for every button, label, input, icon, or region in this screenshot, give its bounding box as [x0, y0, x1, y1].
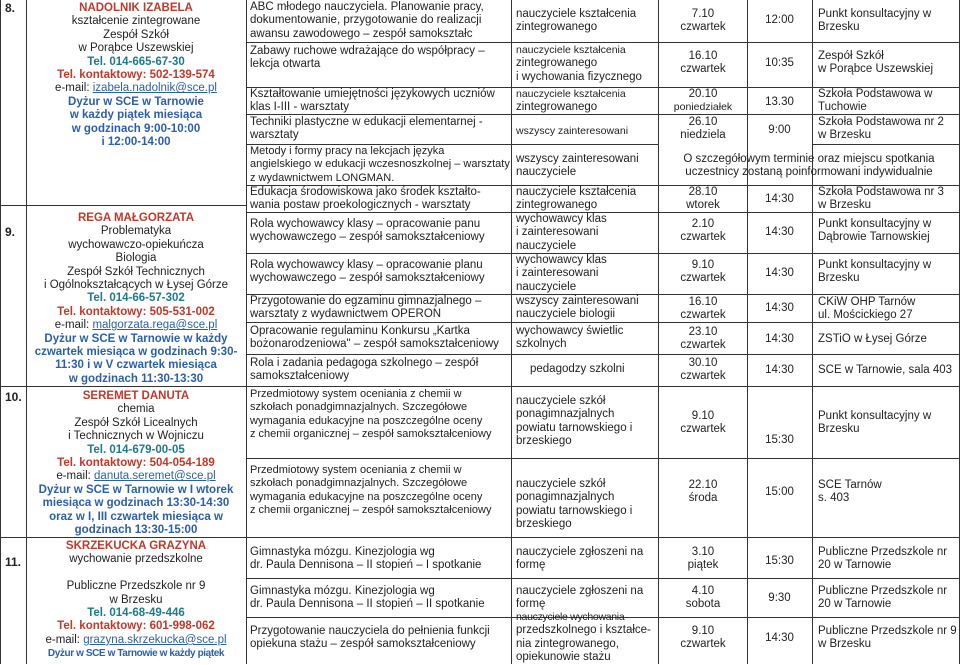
- topic-line: lekcja otwarta: [250, 58, 321, 71]
- email-link[interactable]: grazyna.skrzekucka@sce.pl: [83, 633, 227, 646]
- topic-line: Przedmiotowy system oceniania z chemii w: [250, 388, 462, 400]
- topic-line: szkołach ponadgimnazjalnych. Szczegółowe: [250, 401, 468, 414]
- topic-cell: [250, 585, 510, 612]
- audience-cell: [516, 213, 656, 253]
- place-line: ul. Mościckiego 27: [818, 309, 913, 322]
- topic-line: Przygotowanie nauczyciela do pełnienia funkcji: [250, 625, 490, 637]
- topic-cell: [250, 464, 510, 518]
- consultant-line: Publiczne Przedszkole nr 9: [66, 580, 206, 593]
- row-divider: [0, 205, 246, 206]
- topic-line: Przygotowanie do egzaminu gimnazjalnego –: [250, 295, 482, 307]
- consultant-line: w Brzesku: [109, 593, 163, 606]
- audience-line: przedszkolnego i kształce-: [516, 624, 651, 637]
- audience-line: zintegrowanego: [516, 21, 598, 34]
- consultant-block: [28, 2, 244, 149]
- place-line: s. 403: [818, 492, 850, 505]
- row-number: 10.: [5, 391, 22, 404]
- audience-cell: [530, 363, 656, 376]
- topic-line: Gimnastyka mózgu. Kinezjologia wg: [250, 585, 435, 597]
- audience-line: nauczyciele zgłoszeni na: [516, 585, 644, 597]
- row-number: 8.: [5, 2, 16, 15]
- duty-line: w każdy piątek miesiąca: [69, 109, 203, 122]
- row-divider: [246, 322, 658, 323]
- audience-line: i zainteresowani: [516, 267, 599, 280]
- place-line: CKiW OHP Tarnów: [818, 296, 916, 308]
- audience-line: zintegrowanego: [516, 57, 598, 70]
- consultant-mobile: Tel. kontaktowy: 505-531-002: [57, 305, 215, 318]
- consultant-line: w Porąbce Uszewskiej: [78, 42, 194, 55]
- topic-line: Rola wychowawcy klasy – opracowanie panu: [250, 218, 481, 230]
- consultant-line: kształcenie zintegrowane: [71, 15, 201, 28]
- column-divider: [812, 0, 813, 664]
- audience-line: nauczyciele wychowania: [516, 611, 625, 623]
- date-cell: [660, 546, 746, 573]
- time-cell: 15:30: [765, 434, 794, 446]
- topic-cell: [250, 186, 510, 213]
- date-cell: [660, 116, 746, 143]
- audience-cell: [516, 611, 656, 665]
- time-cell: 14:30: [765, 302, 794, 314]
- topic-cell: [250, 388, 510, 442]
- consultant-line: i Technicznych w Wojniczu: [68, 430, 204, 443]
- place-cell: [818, 410, 958, 437]
- audience-cell: [516, 8, 656, 35]
- audience-line: wychowawcy klas: [516, 213, 607, 225]
- topic-cell: [250, 218, 510, 245]
- date-cell: [660, 625, 746, 652]
- topic-line: warsztaty z wydawnictwem OPERON: [250, 308, 442, 321]
- audience-line: powiatu tarnowskiego i: [516, 504, 633, 517]
- topic-line: Metody i formy pracy na lekcjach języka: [250, 145, 445, 157]
- audience-line: wszyscy zainteresowani: [516, 295, 639, 307]
- date-line: czwartek: [680, 272, 726, 285]
- date-line: 28.10: [688, 186, 718, 198]
- place-cell: [818, 50, 958, 77]
- topic-line: dr. Paula Dennisona – II stopień – II spotkanie: [250, 598, 485, 611]
- audience-line: i wychowania fizycznego: [516, 70, 642, 83]
- audience-line: zintegrowanego: [516, 199, 598, 212]
- date-line: środa: [688, 492, 718, 505]
- date-line: 3.10: [691, 546, 715, 558]
- topic-line: angielskiego w edukacji wczesnoszkolnej – warsztaty: [250, 158, 510, 171]
- note-line: O szczegółowym terminie oraz miejscu spotkania: [683, 153, 935, 165]
- place-line: Punkt konsultacyjny w: [818, 8, 932, 20]
- email-link[interactable]: danuta.seremet@sce.pl: [94, 470, 216, 483]
- place-cell: [818, 546, 958, 573]
- audience-line: nauczyciele kształcenia: [516, 88, 626, 100]
- column-divider: [511, 0, 512, 664]
- place-cell: [818, 625, 958, 652]
- date-line: czwartek: [680, 309, 726, 322]
- audience-cell: [516, 125, 656, 138]
- column-divider: [26, 0, 27, 664]
- consultant-name: REGA MAŁGORZATA: [77, 212, 195, 224]
- date-line: 9.10: [691, 625, 715, 637]
- row-divider: [246, 458, 658, 459]
- audience-cell: [516, 44, 656, 84]
- topic-line: dr. Paula Dennisona – II stopień – I spotkanie: [250, 559, 482, 572]
- email-link[interactable]: izabela.nadolnik@sce.pl: [92, 82, 217, 95]
- date-line: 23.10: [688, 326, 718, 338]
- email-link[interactable]: malgorzata.rega@sce.pl: [92, 319, 218, 332]
- audience-line: wychowawcy klas: [516, 254, 607, 266]
- topic-line: szkołach ponadgimnazjalnych. Szczegółowe: [250, 477, 468, 490]
- consultant-line: Zespół Szkół: [103, 28, 169, 41]
- topic-line: opiekuna stażu – zespół samokształceniowy: [250, 638, 476, 651]
- topic-line: Edukacja środowiskowa jako środek kształto-: [250, 186, 481, 198]
- topic-line: dokumentowanie, przygotowanie do realizacji: [250, 14, 482, 27]
- consultant-name: SEREMET DANUTA: [82, 390, 190, 402]
- row-divider: [246, 42, 658, 43]
- topic-cell: [250, 45, 510, 72]
- date-line: 20.10: [688, 88, 718, 100]
- place-line: Publiczne Przedszkole nr: [818, 585, 948, 597]
- column-divider: [658, 0, 659, 664]
- place-line: w Brzesku: [818, 199, 872, 212]
- time-cell: 14:30: [765, 333, 794, 345]
- consultant-phone: Tel. 014-68-49-446: [87, 607, 185, 620]
- place-line: Punkt konsultacyjny w: [818, 410, 932, 422]
- place-line: Brzesku: [818, 21, 860, 34]
- audience-line: nauczyciele: [516, 166, 577, 179]
- row-divider: [246, 578, 658, 579]
- topic-line: wychowawczego – zespół samokształceniowy: [250, 272, 485, 285]
- consultant-phone: Tel. 014-66-57-302: [87, 292, 185, 305]
- audience-cell: [516, 153, 656, 180]
- time-cell: 14:30: [765, 632, 794, 644]
- time-cell: 14:30: [765, 193, 794, 205]
- place-cell: [818, 585, 958, 612]
- date-cell: [660, 326, 746, 353]
- consultant-line: wychowanie przedszkolne: [69, 553, 203, 566]
- consultant-line: Zespół Szkół Technicznych: [67, 265, 205, 278]
- audience-line: wychowawcy świetlic: [516, 325, 624, 337]
- table-border-left: [0, 0, 1, 664]
- place-line: Szkoła Podstawowa nr 2: [818, 116, 944, 128]
- row-number: 11.: [5, 556, 22, 569]
- date-line: czwartek: [680, 638, 726, 651]
- place-line: SCE Tarnów: [818, 479, 882, 491]
- topic-line: awansu zawodowego – zespół samokształc: [250, 27, 473, 40]
- audience-cell: [516, 546, 656, 573]
- audience-cell: [516, 395, 656, 449]
- email-label: e-mail:: [54, 319, 90, 332]
- audience-line: nauczyciele kształcenia: [516, 186, 637, 198]
- audience-line: wszyscy zainteresowani: [516, 125, 629, 137]
- place-line: 20 w Tarnowie: [818, 598, 892, 611]
- consultant-line: chemia: [117, 403, 155, 416]
- place-line: Punkt konsultacyjny w: [818, 218, 932, 230]
- audience-line: nauczyciele kształcenia: [516, 8, 637, 20]
- time-cell: 9:30: [768, 592, 791, 604]
- row-divider: [658, 354, 959, 355]
- topic-line: ABC młodego nauczyciela. Planowanie pracy,: [250, 1, 484, 13]
- place-line: Brzesku: [818, 423, 860, 436]
- time-cell: 13.30: [765, 96, 794, 108]
- consultant-line: [28, 567, 244, 580]
- date-line: czwartek: [680, 21, 726, 34]
- date-line: 16.10: [688, 50, 718, 62]
- duty-line: 11:30 i w V czwartek miesiąca: [55, 359, 217, 372]
- audience-line: i zainteresowani: [516, 226, 599, 239]
- date-cell: [660, 218, 746, 245]
- topic-line: z chemii organicznej – zespół samokształceniowy: [250, 428, 492, 441]
- topic-line: Przedmiotowy system oceniania z chemii w: [250, 464, 462, 476]
- date-line: czwartek: [680, 339, 726, 352]
- topic-line: klas I-III - warsztaty: [250, 101, 350, 114]
- place-line: Zespół Szkół: [818, 50, 884, 62]
- time-cell: 14:30: [765, 267, 794, 279]
- audience-line: ponagimnazjalnych: [516, 408, 615, 421]
- audience-line: nauczyciele biologii: [516, 308, 616, 321]
- topic-line: wymagania edukacyjne na poszczególne oceny: [250, 414, 483, 427]
- consultant-mobile: Tel. kontaktowy: 504-054-189: [57, 457, 215, 470]
- row-number: 9.: [5, 226, 16, 239]
- place-cell: [818, 116, 958, 143]
- duty-line: i 12:00-14:00: [101, 136, 171, 149]
- audience-cell: [516, 254, 656, 294]
- place-line: w Brzesku: [818, 638, 872, 651]
- topic-cell: [250, 625, 510, 652]
- row-divider: [658, 253, 959, 254]
- place-cell: [818, 218, 958, 245]
- consultant-line: wychowawczo-opiekuńcza: [68, 238, 204, 251]
- place-line: w Porąbce Uszewskiej: [818, 63, 934, 76]
- date-line: 30.10: [688, 357, 718, 369]
- consultant-phone: Tel. 014-665-67-30: [87, 55, 185, 68]
- place-line: ZSTiO w Łysej Górze: [818, 333, 927, 345]
- date-cell: [660, 410, 746, 437]
- topic-line: z wydawnictwem LONGMAN.: [250, 171, 395, 184]
- date-line: czwartek: [680, 63, 726, 76]
- audience-cell: [516, 88, 656, 115]
- audience-line: nauczyciele: [516, 280, 577, 293]
- date-line: niedziela: [680, 129, 726, 142]
- audience-line: nauczyciele szkół: [516, 395, 606, 407]
- date-line: sobota: [685, 598, 721, 611]
- topic-line: Rola i zadania pedagoga szkolnego – zespół: [250, 357, 479, 369]
- row-divider: [658, 617, 959, 618]
- topic-line: warsztaty: [250, 129, 299, 142]
- date-cell: [660, 8, 746, 35]
- consultant-line: Zespół Szkół Licealnych: [74, 416, 198, 429]
- consultant-block: [28, 212, 244, 386]
- topic-line: wania postaw proekologicznych - warsztaty: [250, 199, 471, 212]
- place-cell: [818, 88, 958, 115]
- topic-line: wymagania edukacyjne na poszczególne oceny: [250, 490, 483, 503]
- audience-cell: [516, 585, 656, 612]
- place-cell: [818, 259, 958, 286]
- schedule-note: [660, 153, 958, 180]
- email-label: e-mail:: [45, 633, 80, 646]
- time-cell: 14:30: [765, 226, 794, 238]
- duty-line: godzinach 13:30-15:00: [74, 524, 198, 537]
- topic-line: Techniki plastyczne w edukacji elementarnej -: [250, 116, 483, 128]
- row-divider: [658, 294, 959, 295]
- place-line: Szkoła Podstawowa nr 3: [818, 186, 944, 198]
- topic-cell: [250, 546, 510, 573]
- date-line: wtorek: [686, 199, 720, 212]
- place-cell: [818, 296, 958, 323]
- time-cell: 10:35: [765, 57, 794, 69]
- audience-line: nauczyciele szkół: [516, 478, 606, 490]
- audience-line: powiatu tarnowskiego i: [516, 421, 633, 434]
- column-divider: [246, 0, 247, 664]
- audience-line: szkolnych: [516, 338, 567, 351]
- duty-line: w godzinach 11:30-13:30: [68, 372, 204, 385]
- date-cell: [660, 585, 746, 612]
- audience-cell: [516, 186, 656, 213]
- place-line: Dąbrowie Tarnowskiej: [818, 231, 930, 244]
- audience-cell: [516, 325, 656, 352]
- date-cell: [660, 479, 746, 506]
- duty-line: Dyżur w SCE w Tarnowie w każdy piątek: [47, 648, 225, 660]
- audience-line: formę: [516, 559, 546, 572]
- date-line: piątek: [687, 559, 719, 572]
- place-line: w Brzesku: [818, 129, 872, 142]
- place-line: Szkoła Podstawowa w: [818, 88, 933, 100]
- consultant-mobile: Tel. kontaktowy: 601-998-062: [57, 620, 215, 633]
- duty-line: oraz w I, III czwartek miesiąca w: [49, 510, 223, 523]
- topic-line: Zabawy ruchowe wdrażające do współpracy –: [250, 45, 485, 57]
- email-label: e-mail:: [56, 470, 91, 483]
- audience-line: wszyscy zainteresowani: [516, 153, 639, 165]
- consultant-block: [28, 390, 244, 537]
- audience-line: brzeskiego: [516, 518, 572, 531]
- audience-line: nia zintegrowanego,: [516, 637, 619, 650]
- audience-line: pedagodzy szkolni: [530, 363, 625, 375]
- audience-line: brzeskiego: [516, 435, 572, 448]
- place-cell: [818, 479, 958, 506]
- consultant-line: Biologia: [115, 252, 157, 265]
- date-line: 26.10: [688, 116, 718, 128]
- row-divider: [658, 386, 959, 387]
- email-label: e-mail:: [55, 82, 90, 95]
- audience-line: nauczyciele zgłoszeni na: [516, 546, 644, 558]
- row-divider: [246, 386, 658, 387]
- place-cell: [818, 333, 958, 346]
- time-cell: 9:00: [768, 124, 791, 136]
- consultant-line: i Ogólnokształcących w Łysej Górze: [43, 279, 229, 292]
- date-line: 22.10: [688, 479, 718, 491]
- topic-cell: [250, 357, 510, 384]
- audience-line: formę: [516, 598, 546, 611]
- duty-line: Dyżur w SCE w Tarnowie w każdy: [44, 332, 228, 345]
- date-line: czwartek: [680, 423, 726, 436]
- place-cell: [818, 364, 958, 377]
- place-line: Punkt konsultacyjny w: [818, 259, 932, 271]
- date-line: 16.10: [688, 296, 718, 308]
- topic-cell: [250, 145, 510, 185]
- audience-line: opiekunowie stażu: [516, 651, 611, 664]
- place-cell: [818, 8, 958, 35]
- topic-line: Rola wychowawcy klasy – opracowanie planu: [250, 259, 483, 271]
- topic-cell: [250, 295, 510, 322]
- row-divider: [812, 144, 959, 145]
- topic-cell: [250, 88, 510, 115]
- audience-line: nauczyciele kształcenia: [516, 44, 626, 56]
- topic-line: Gimnastyka mózgu. Kinezjologia wg: [250, 546, 435, 558]
- topic-line: bożonarodzeniowa" – zespół samokształceniowy: [250, 338, 499, 351]
- date-line: czwartek: [680, 370, 726, 383]
- date-line: 7.10: [691, 8, 715, 20]
- audience-line: zintegrowanego: [516, 101, 598, 114]
- duty-line: w godzinach 9:00-10:00: [71, 122, 201, 135]
- audience-cell: [516, 295, 656, 322]
- date-cell: [660, 357, 746, 384]
- time-cell: 15:30: [765, 555, 794, 567]
- date-cell: [660, 50, 746, 77]
- consultant-block: [28, 540, 244, 661]
- topic-line: samokształceniowy: [250, 370, 350, 383]
- consultant-name: SKRZEKUCKA GRAŻYNA: [65, 540, 207, 552]
- date-line: 9.10: [691, 259, 715, 271]
- duty-line: Dyżur w SCE w Tarnowie w I wtorek: [38, 483, 234, 496]
- place-line: SCE w Tarnowie, sala 403: [818, 364, 953, 376]
- topic-line: Kształtowanie umiejętności językowych uczniów: [250, 88, 495, 100]
- topic-cell: [250, 1, 510, 41]
- date-cell: [660, 88, 746, 115]
- date-line: 2.10: [691, 218, 715, 230]
- date-cell: [660, 296, 746, 323]
- date-cell: [660, 186, 746, 213]
- time-cell: 12:00: [765, 14, 794, 26]
- duty-line: Dyżur w SCE w Tarnowie: [68, 95, 204, 108]
- duty-line: czwartek miesiąca w godzinach 9:30-: [34, 346, 238, 359]
- topic-line: z chemii organicznej – zespół samokształceniowy: [250, 504, 492, 517]
- date-line: 9.10: [691, 410, 715, 422]
- topic-line: Opracowanie regulaminu Konkursu „Kartka: [250, 325, 470, 337]
- consultant-name: NADOLNIK IZABELA: [79, 2, 193, 14]
- audience-line: nauczyciele: [516, 239, 577, 252]
- time-cell: 15:00: [765, 486, 794, 498]
- duty-line: miesiąca w godzinach 13:30-14:30: [42, 497, 230, 510]
- audience-cell: [516, 478, 656, 532]
- place-line: Publiczne Przedszkole nr: [818, 546, 948, 558]
- consultant-mobile: Tel. kontaktowy: 502-139-574: [57, 69, 215, 82]
- row-divider: [658, 42, 959, 43]
- topic-cell: [250, 325, 510, 352]
- consultant-phone: Tel. 014-679-00-05: [87, 443, 185, 456]
- topic-cell: [250, 116, 510, 143]
- topic-line: wychowawczego – zespół samokształceniowy: [250, 231, 485, 244]
- date-line: 4.10: [691, 585, 715, 597]
- place-line: 20 w Tarnowie: [818, 559, 892, 572]
- row-divider: [658, 578, 959, 579]
- place-line: Tuchowie: [818, 101, 867, 114]
- place-line: Publiczne Przedszkole nr 9: [818, 625, 957, 637]
- date-line: czwartek: [680, 231, 726, 244]
- date-cell: [660, 259, 746, 286]
- note-line: uczestnicy zostaną poinformowani indywidualnie: [685, 166, 933, 179]
- audience-line: ponagimnazjalnych: [516, 491, 615, 504]
- place-cell: [818, 186, 958, 213]
- row-divider: [246, 354, 658, 355]
- topic-cell: [250, 259, 510, 286]
- date-line: poniedziałek: [673, 101, 733, 114]
- place-line: Brzesku: [818, 272, 860, 285]
- consultant-line: Problematyka: [100, 225, 172, 238]
- time-cell: 14:30: [765, 364, 794, 376]
- row-divider: [658, 458, 959, 459]
